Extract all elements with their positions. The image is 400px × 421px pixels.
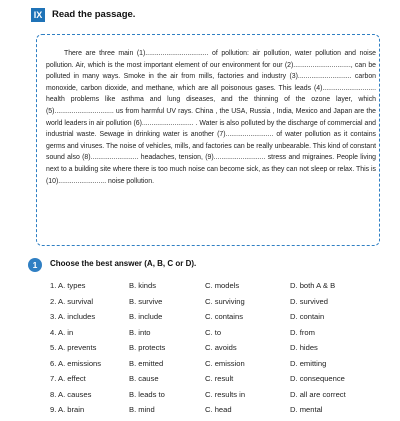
option-b[interactable]: B. survive bbox=[129, 296, 163, 306]
option-row bbox=[50, 281, 390, 297]
option-row bbox=[50, 390, 390, 406]
question-number-badge: 1 bbox=[28, 258, 42, 272]
option-c[interactable]: C. emission bbox=[205, 358, 245, 368]
option-b[interactable]: B. include bbox=[129, 312, 163, 321]
option-b[interactable]: B. kinds bbox=[129, 281, 157, 290]
option-d[interactable]: D. mental bbox=[290, 405, 323, 414]
exercise-badge: IX bbox=[31, 8, 45, 22]
option-b[interactable]: B. protects bbox=[129, 343, 166, 352]
option-row bbox=[50, 405, 390, 421]
passage-body: There are three main (1)................................. of pollution: air pollution, water pollution and noise pollution. Air, which is the most important element of our environment for our (2).............................., can be polluted in many ways. Smoke in the air from mills, factories and industry (3)............................ carbon monoxide, carbon dioxide, and methane, which are all poisonous gases. This leads (4)............................ health problems like asthma and lung diseases, and the thinning of the ozone layer, which (5)............................... us from harmful UV rays. China , the USA, Russia , India, Mexico and Japan are the world leaders in air pollution (6)........................... . Water is also polluted by the discharge of commercial and industrial waste. Sewage in drinking water is another (7)......................... of water pollution as it contains germs and viruses. The noise of vehicles, mills, and factories can be really unbearable. This kind of constant sound also (8)......................... headaches, tension, (9)........................... stress and migraines. People living next to a building site where there is too much noise can become sick, as they can not sleep or relax. This is (10)......................... noise pollution. bbox=[46, 50, 376, 185]
option-b[interactable]: B. emitted bbox=[129, 358, 164, 368]
option-c[interactable]: C. result bbox=[205, 374, 234, 383]
option-a[interactable]: 7. A. effect bbox=[50, 374, 86, 383]
option-a[interactable]: 6. A. emissions bbox=[50, 358, 102, 368]
option-row bbox=[50, 359, 390, 375]
question-title: Choose the best answer (A, B, C or D). bbox=[50, 259, 197, 268]
option-d[interactable]: D. consequence bbox=[290, 374, 345, 383]
option-c[interactable]: C. avoids bbox=[205, 343, 237, 352]
exercise-title: Read the passage. bbox=[52, 9, 136, 20]
passage-text bbox=[46, 48, 376, 187]
option-b[interactable]: B. into bbox=[129, 327, 151, 337]
option-c[interactable]: C. results in bbox=[205, 389, 246, 399]
option-d[interactable]: D. hides bbox=[290, 343, 318, 352]
option-a[interactable]: 5. A. prevents bbox=[50, 343, 97, 352]
option-row bbox=[50, 374, 390, 390]
option-d[interactable]: D. both A & B bbox=[290, 281, 336, 290]
option-c[interactable]: C. models bbox=[205, 281, 240, 290]
option-a[interactable]: 8. A. causes bbox=[50, 389, 92, 399]
option-a[interactable]: 9. A. brain bbox=[50, 405, 85, 414]
option-row bbox=[50, 328, 390, 344]
option-c[interactable]: C. to bbox=[205, 327, 222, 337]
option-row bbox=[50, 343, 390, 359]
option-d[interactable]: D. contain bbox=[290, 312, 325, 321]
option-a[interactable]: 2. A. survival bbox=[50, 296, 94, 306]
option-b[interactable]: B. cause bbox=[129, 374, 159, 383]
option-b[interactable]: B. mind bbox=[129, 405, 155, 414]
option-d[interactable]: D. from bbox=[290, 327, 315, 337]
option-b[interactable]: B. leads to bbox=[129, 389, 165, 399]
option-a[interactable]: 1. A. types bbox=[50, 281, 86, 290]
option-a[interactable]: 4. A. in bbox=[50, 327, 74, 337]
option-d[interactable]: D. survived bbox=[290, 296, 328, 306]
option-d[interactable]: D. emitting bbox=[290, 358, 327, 368]
option-c[interactable]: C. head bbox=[205, 405, 232, 414]
option-c[interactable]: C. surviving bbox=[205, 296, 245, 306]
option-row bbox=[50, 297, 390, 313]
option-row bbox=[50, 312, 390, 328]
option-c[interactable]: C. contains bbox=[205, 312, 243, 321]
option-a[interactable]: 3. A. includes bbox=[50, 312, 96, 321]
option-d[interactable]: D. all are correct bbox=[290, 389, 346, 399]
